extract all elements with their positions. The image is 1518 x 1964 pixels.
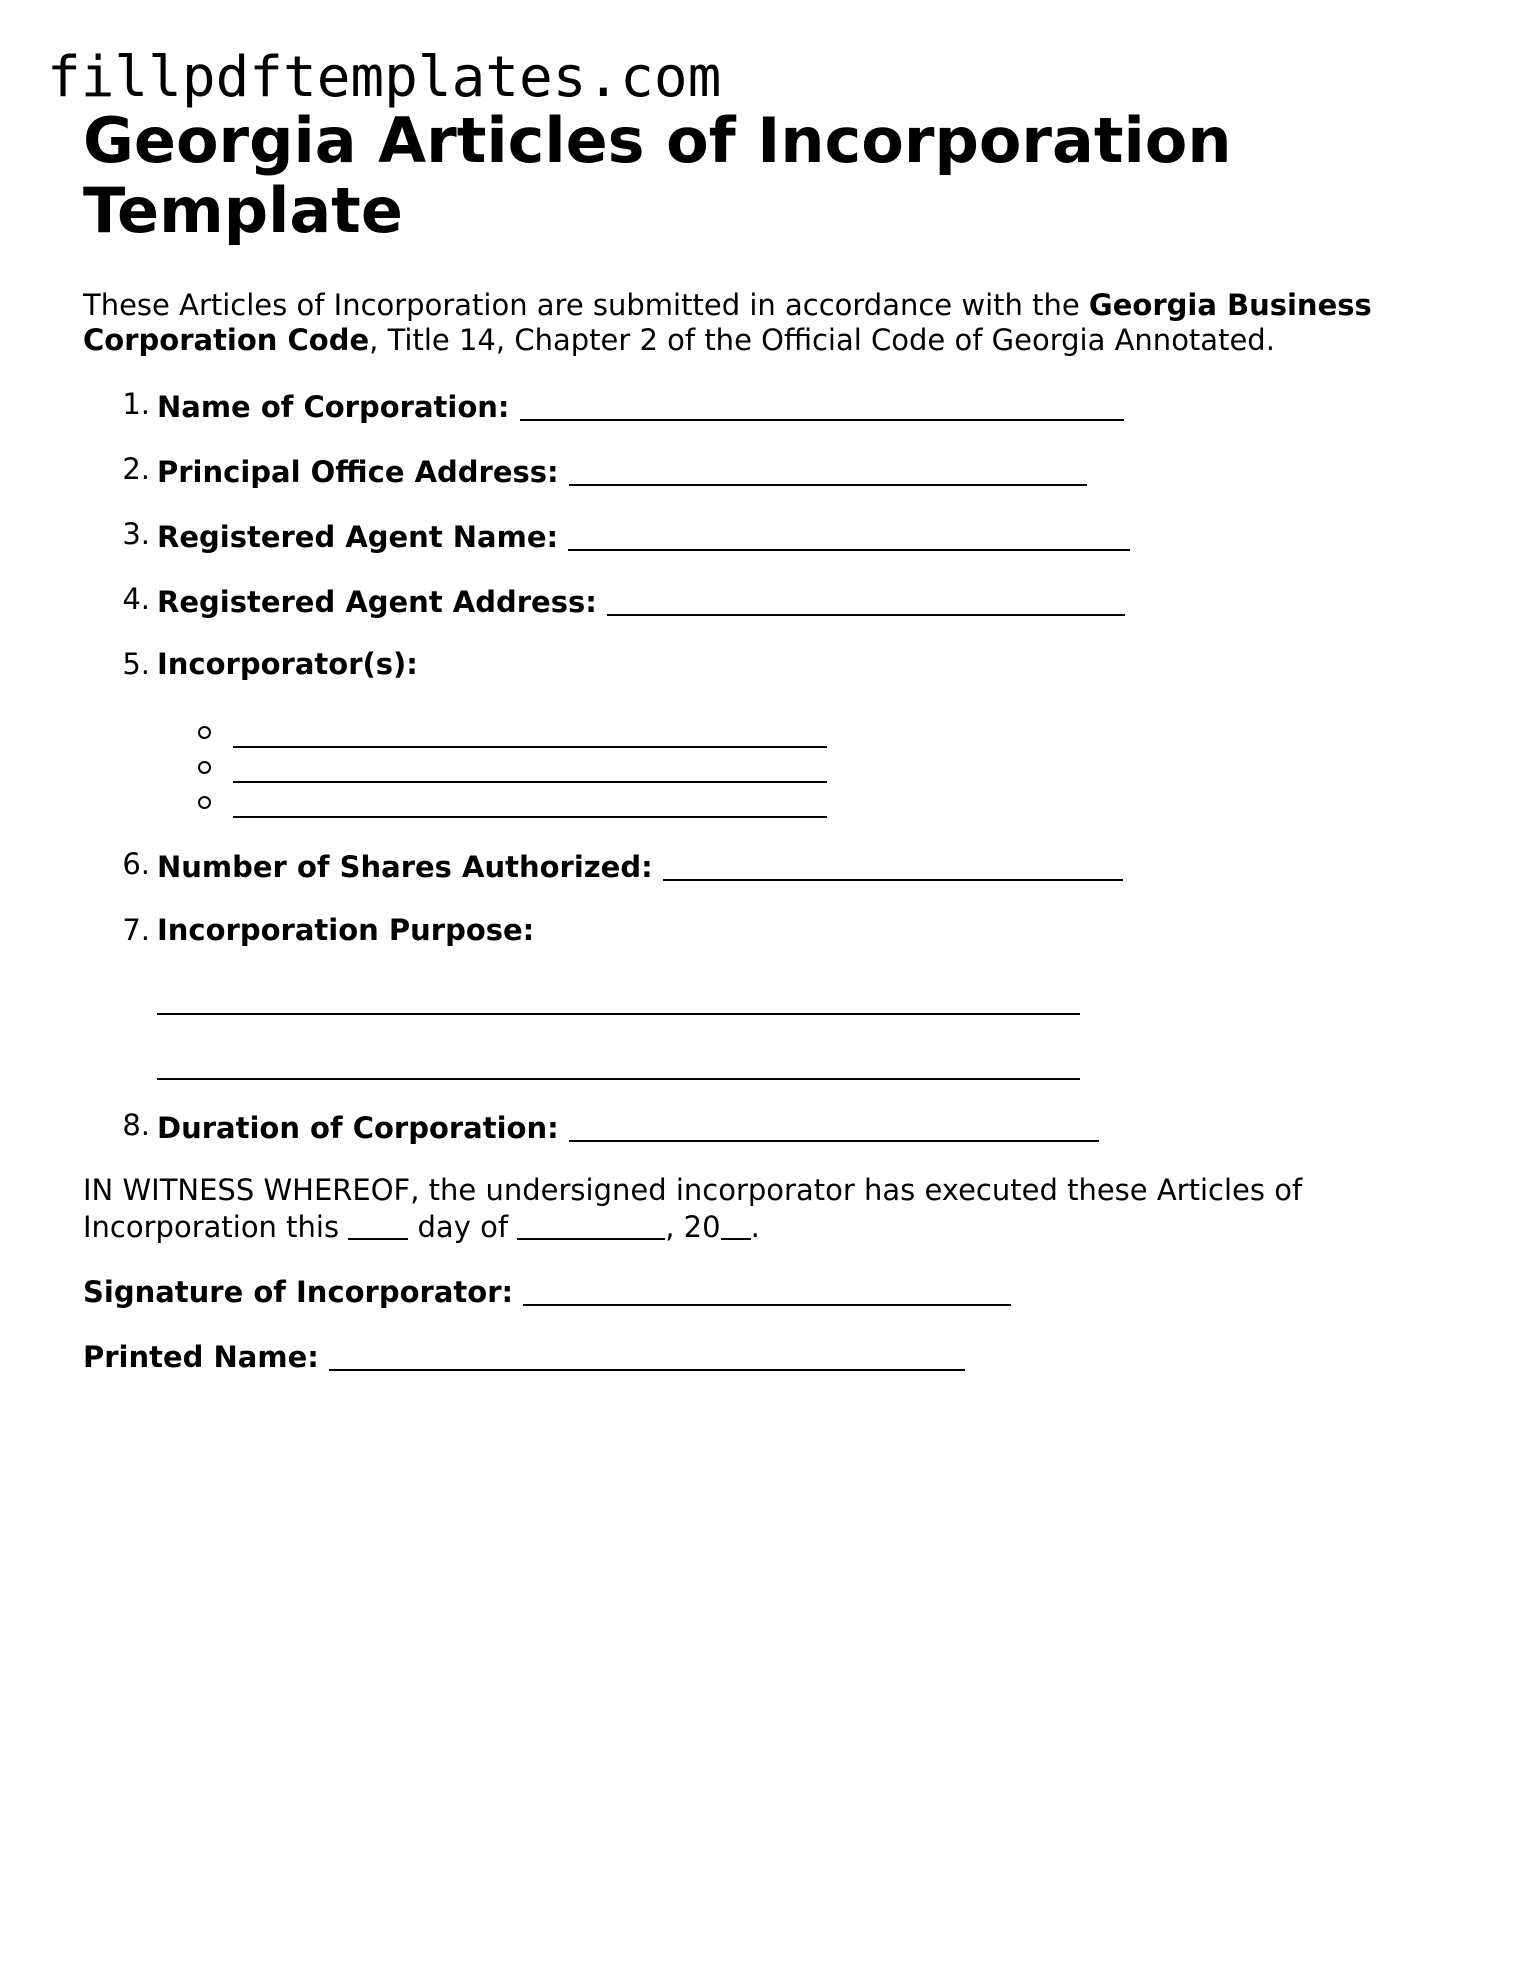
bullet-circle-icon — [198, 726, 211, 739]
printed-name-label: Printed Name: — [83, 1340, 319, 1374]
bullet-circle-icon — [198, 761, 211, 774]
incorporator-field[interactable] — [233, 816, 827, 818]
witness-text: . — [750, 1210, 760, 1244]
watermark-text: fillpdftemplates.com — [47, 45, 722, 110]
printed-name-field[interactable] — [329, 1341, 965, 1371]
item-label: Principal Office Address: — [157, 455, 559, 489]
registered-agent-address-field[interactable] — [607, 586, 1125, 616]
witness-text: IN WITNESS WHEREOF, the undersigned incorporator has executed these Articles of Incorporation this — [83, 1173, 1303, 1244]
registered-agent-name-field[interactable] — [568, 521, 1130, 551]
item-number: 4. — [122, 582, 150, 616]
printed-name-row — [83, 1337, 965, 1375]
intro-text-end: , Title 14, Chapter 2 of the Official Code of Georgia Annotated. — [369, 323, 1275, 357]
item-number: 2. — [122, 452, 150, 486]
bullet-circle-icon — [198, 796, 211, 809]
witness-paragraph — [83, 1172, 1423, 1246]
item-number: 1. — [122, 387, 150, 421]
signature-label: Signature of Incorporator: — [83, 1275, 514, 1309]
incorporation-purpose-field[interactable] — [157, 1078, 1080, 1080]
incorporator-field[interactable] — [233, 781, 827, 783]
day-field[interactable] — [348, 1212, 408, 1240]
item-label: Incorporator(s): — [157, 647, 418, 681]
item-number: 7. — [122, 913, 150, 947]
item-label: Name of Corporation: — [157, 390, 510, 424]
number-of-shares-field[interactable] — [663, 851, 1123, 881]
item-number: 5. — [122, 647, 150, 681]
item-label: Registered Agent Address: — [157, 585, 597, 619]
witness-text: , 20 — [665, 1210, 721, 1244]
incorporator-field[interactable] — [233, 746, 827, 748]
duration-of-corporation-field[interactable] — [569, 1112, 1099, 1142]
item-label: Incorporation Purpose: — [157, 913, 535, 947]
month-field[interactable] — [517, 1212, 665, 1240]
principal-office-address-field[interactable] — [569, 456, 1087, 486]
item-number: 6. — [122, 847, 150, 881]
intro-text-start: These Articles of Incorporation are submitted in accordance with the — [83, 288, 1089, 322]
item-label: Registered Agent Name: — [157, 520, 559, 554]
intro-code-name: Georgia Business Corporation Code — [83, 288, 1372, 357]
item-label: Number of Shares Authorized: — [157, 850, 653, 884]
page-title: Georgia Articles of Incorporation Template — [83, 104, 1232, 247]
signature-field[interactable] — [523, 1276, 1011, 1306]
witness-text: day of — [408, 1210, 518, 1244]
item-label: Duration of Corporation: — [157, 1111, 559, 1145]
intro-paragraph — [83, 288, 1423, 358]
year-field[interactable] — [721, 1212, 751, 1240]
name-of-corporation-field[interactable] — [520, 391, 1124, 421]
item-number: 3. — [122, 517, 150, 551]
incorporation-purpose-field[interactable] — [157, 1013, 1080, 1015]
signature-row — [83, 1272, 1011, 1310]
item-number: 8. — [122, 1108, 150, 1142]
